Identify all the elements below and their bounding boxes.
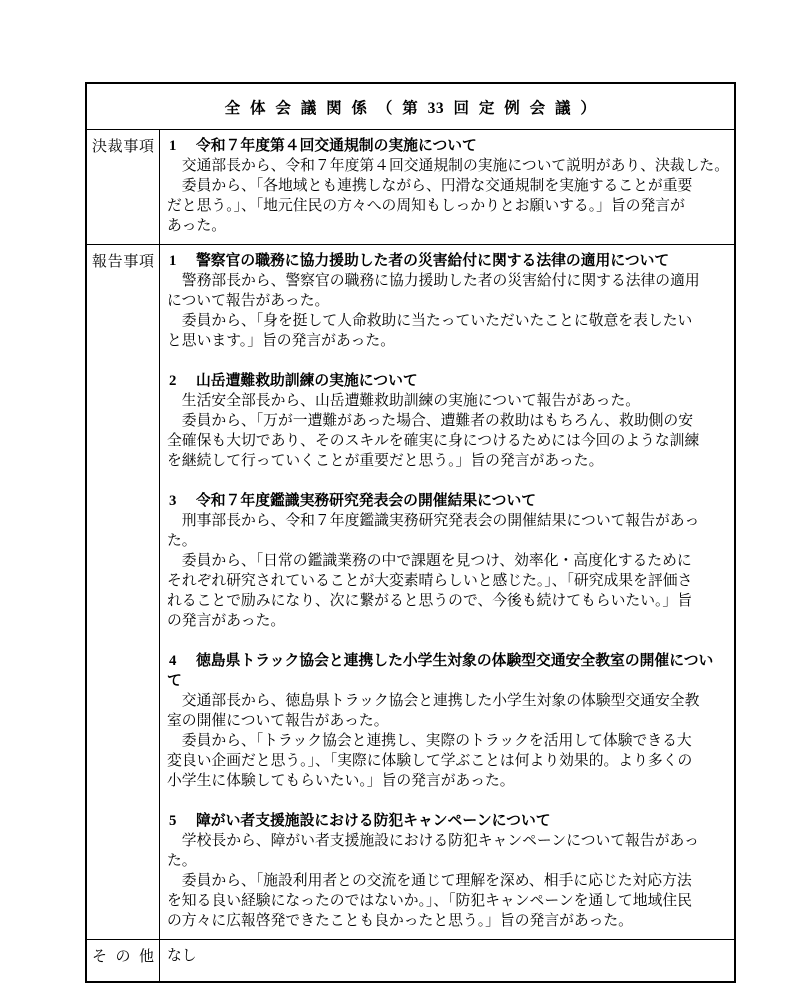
line-text: 交通部長から、令和７年度第４回交通規制の実施について説明があり、決裁した。 [167,158,729,174]
text-line [167,751,728,771]
item-number: 1 [169,138,177,154]
item-number: 5 [169,813,177,829]
text-line [167,771,728,791]
row-content-cell [160,130,735,244]
line-text: 徳島県トラック協会と連携した小学生対象の体験型交通安全教室の開催につい [196,653,714,669]
line-text: 生活安全部長から、山岳遭難救助訓練の実施について報告があった。 [167,393,641,409]
line-text: 委員から、「トラック協会と連携し、実際のトラックを活用して体験できる大 [167,733,692,749]
line-text: 障がい者支援施設における防犯キャンペーンについて [196,813,551,829]
table-header-row [87,84,734,129]
text-line [167,891,728,911]
item-number: 4 [169,653,177,669]
line-text: て [167,673,182,689]
text-line [167,571,728,591]
line-text: 委員から、「日常の鑑識業務の中で課題を見つけ、効率化・高度化するために [167,553,692,569]
table-row-report [87,244,734,939]
blank-line [167,631,728,651]
blank-line [167,351,728,371]
text-line [167,911,728,931]
text-line [167,196,729,216]
line-text: 委員から、「施設利用者との交流を通じて理解を深め、相手に応じた対応方法 [167,873,692,889]
line-text: それぞれ研究されていることが大変素晴らしいと感じた。」、「研究成果を評価さ [167,573,693,589]
item-heading-line [167,136,729,156]
blank-line [167,791,728,811]
text-line [167,451,728,471]
row-label-cell [87,940,160,981]
text-line [167,431,728,451]
text-line [167,156,729,176]
line-text: 警務部長から、警察官の職務に協力援助した者の災害給付に関する法律の適用 [167,273,700,289]
line-text: 山岳遭難救助訓練の実施について [196,373,418,389]
table-row-approval [87,129,734,244]
item-heading-line [167,811,728,831]
item-heading-line [167,371,728,391]
line-text: の発言があった。 [167,613,286,629]
text-line [167,531,728,551]
text-line [167,691,728,711]
text-line [167,851,728,871]
item-number: 3 [169,493,177,509]
line-text: 全確保も大切であり、そのスキルを確実に身につけるためには今回のような訓練 [167,433,700,449]
line-text: た。 [167,853,197,869]
text-line [167,216,729,236]
line-text: 小学生に体験してもらいたい。」旨の発言があった。 [167,773,515,789]
item-heading-line [167,491,728,511]
line-text: 令和７年度第４回交通規制の実施について [196,138,477,154]
text-line [167,391,728,411]
row-content-cell [160,940,734,981]
line-text: 委員から、「万が一遭難があった場合、遭難者の救助はもちろん、救助側の安 [167,413,694,429]
row-label: 報告事項 [92,254,154,270]
table-title: 全 体 会 議 関 係 （ 第 33 回 定 例 会 議 ） [224,99,597,117]
row-label: 決裁事項 [92,139,154,155]
minutes-table [85,82,736,983]
item-number: 2 [169,373,177,389]
table-row-other [87,939,734,981]
text-line [167,591,728,611]
text-line [167,511,728,531]
text-line [167,271,728,291]
text-line [167,871,728,891]
line-text: 警察官の職務に協力援助した者の災害給付に関する法律の適用について [196,253,670,269]
item-heading-line [167,651,728,671]
line-text: 学校長から、障がい者支援施設における防犯キャンペーンについて報告があっ [167,833,699,849]
line-text: なし [167,948,197,964]
item-number: 1 [169,253,177,269]
row-content-cell [160,245,734,939]
table-rows [87,129,734,981]
text-line [167,611,728,631]
text-line [167,176,729,196]
line-text: 委員から、「身を挺して人命救助に当たっていただいたことに敬意を表したい [167,313,693,329]
blank-line [167,471,728,491]
text-line [167,311,728,331]
item-heading-line [167,671,728,691]
line-text: 交通部長から、徳島県トラック協会と連携した小学生対象の体験型交通安全教 [167,693,700,709]
text-line [167,331,728,351]
text-line [167,291,728,311]
line-text: 令和７年度鑑識実務研究発表会の開催結果について [196,493,537,509]
line-text: を継続して行っていくことが重要だと思う。」旨の発言があった。 [167,453,604,469]
row-label-cell [87,130,160,244]
line-text: 変良い企画だと思う。」、「実際に体験して学ぶことは何より効果的。より多くの [167,753,693,769]
row-label: その他 [92,949,154,965]
line-text: を知る良い経験になったのではないか。」、「防犯キャンペーンを通して地域住民 [167,893,692,909]
line-text: た。 [167,533,197,549]
text-line [167,551,728,571]
line-text: の方々に広報啓発できたことも良かったと思う。」旨の発言があった。 [167,913,633,929]
line-text: あった。 [167,218,227,234]
item-heading-line [167,251,728,271]
line-text: について報告があった。 [167,293,330,309]
line-text: 室の開催について報告があった。 [167,713,389,729]
text-line [167,411,728,431]
line-text: 委員から、「各地域とも連携しながら、円滑な交通規制を実施することが重要 [167,178,693,194]
text-line [167,946,728,966]
row-label-cell [87,245,160,939]
line-text: だと思う。」、「地元住民の方々への周知もしっかりとお願いする。」旨の発言が [167,198,685,214]
line-text: と思います。」旨の発言があった。 [167,333,396,349]
line-text: 刑事部長から、令和７年度鑑識実務研究発表会の開催結果について報告があっ [167,513,700,529]
text-line [167,731,728,751]
line-text: れることで励みになり、次に繋がると思うので、今後も続けてもらいたい。」旨 [167,593,692,609]
text-line [167,711,728,731]
text-line [167,831,728,851]
